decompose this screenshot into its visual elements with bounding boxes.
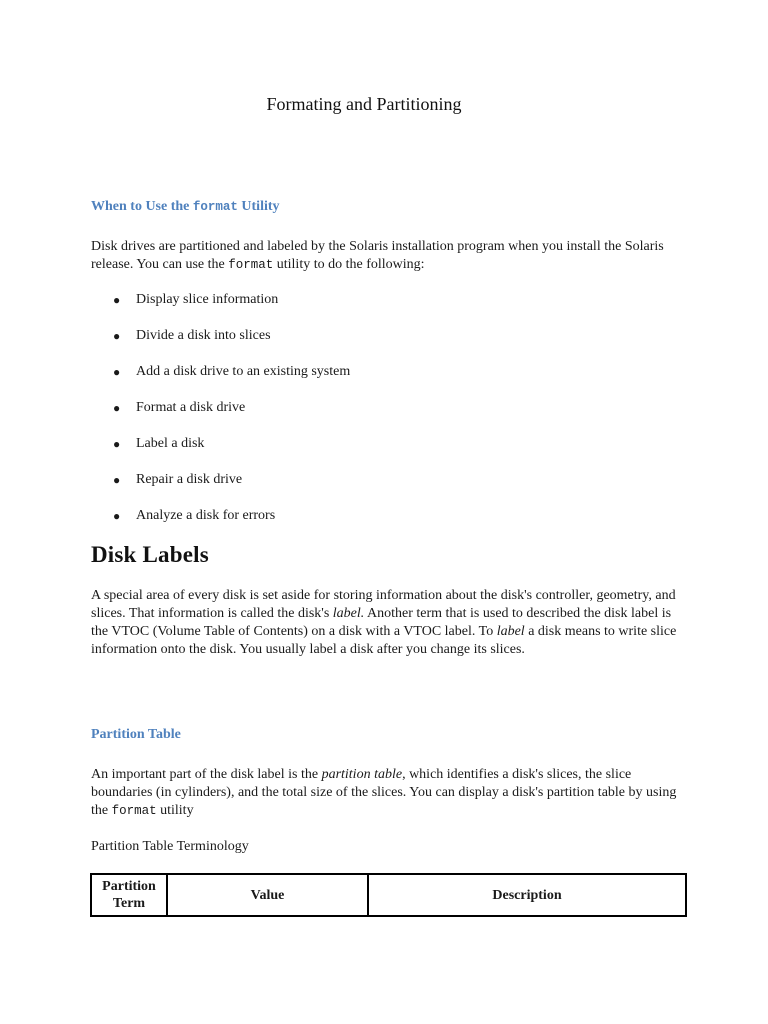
heading-code: format: [192, 200, 238, 214]
partition-text-1: An important part of the disk label is the: [91, 767, 322, 782]
list-item: [91, 362, 350, 398]
column-header-description: Description: [368, 874, 686, 916]
terminology-label: Partition Table Terminology: [91, 839, 249, 854]
bullet-icon: ●: [113, 365, 121, 379]
list-item-text: Add a disk drive to an existing system: [136, 364, 351, 379]
bullet-icon: ●: [113, 293, 121, 307]
table-header-row: [91, 874, 686, 916]
partition-table-heading: Partition Table: [91, 727, 181, 742]
intro-text-2: utility to do the following:: [273, 257, 425, 272]
intro-code: format: [228, 258, 274, 272]
list-item-text: Divide a disk into slices: [136, 328, 271, 343]
document-title: Formating and Partitioning: [266, 94, 462, 114]
disk-labels-text-3: a disk means to write slice information onto the disk. You usually label a disk after you change its slices.: [91, 624, 677, 657]
disk-labels-em-label-verb: label: [496, 624, 525, 639]
disk-labels-em-label: label.: [332, 606, 365, 621]
heading-suffix: Utility: [237, 199, 280, 214]
column-header-partition-term: Partition Term: [91, 874, 167, 916]
list-item: [91, 506, 350, 542]
partition-terminology-table: [90, 873, 687, 917]
list-item-text: Label a disk: [136, 436, 205, 451]
list-item-text: Display slice information: [136, 292, 279, 307]
column-header-value: Value: [167, 874, 368, 916]
partition-text-2: , which identifies a disk's slices, the slice boundaries (in cylinders), and the total size of the slices. You can display a disk's partition table by using the: [91, 767, 677, 818]
disk-labels-text-2: Another term that is used to described the disk label is the VTOC (Volume Table of Contents) on a disk with a VTOC label. To: [91, 606, 672, 639]
disk-labels-paragraph: [91, 587, 683, 659]
list-item: [91, 398, 350, 434]
bullet-icon: ●: [113, 473, 121, 487]
bullet-icon: ●: [113, 509, 121, 523]
list-item-text: Format a disk drive: [136, 400, 246, 415]
bullet-icon: ●: [113, 437, 121, 451]
disk-labels-heading: Disk Labels: [91, 542, 209, 567]
bullet-icon: ●: [113, 329, 121, 343]
list-item: [91, 290, 350, 326]
section-heading-format-utility: [91, 199, 280, 215]
disk-labels-text-1: A special area of every disk is set aside for storing information about the disk's controller, geometry, and slices. That information is called the disk's: [91, 588, 676, 621]
list-item: [91, 434, 350, 470]
list-item-text: Repair a disk drive: [136, 472, 243, 487]
bullet-icon: ●: [113, 401, 121, 415]
heading-prefix: When to Use the: [91, 199, 193, 214]
list-item: [91, 470, 350, 506]
partition-table-paragraph: [91, 766, 683, 820]
intro-text-1: Disk drives are partitioned and labeled by the Solaris installation program when you install the Solaris release. You can use the: [91, 239, 664, 272]
partition-code: format: [111, 804, 157, 818]
partition-em-term: partition table: [321, 767, 403, 782]
list-item: [91, 326, 350, 362]
partition-text-3: utility: [156, 803, 194, 818]
format-intro-paragraph: [91, 238, 681, 274]
list-item-text: Analyze a disk for errors: [136, 508, 276, 523]
format-uses-list: [91, 290, 350, 542]
